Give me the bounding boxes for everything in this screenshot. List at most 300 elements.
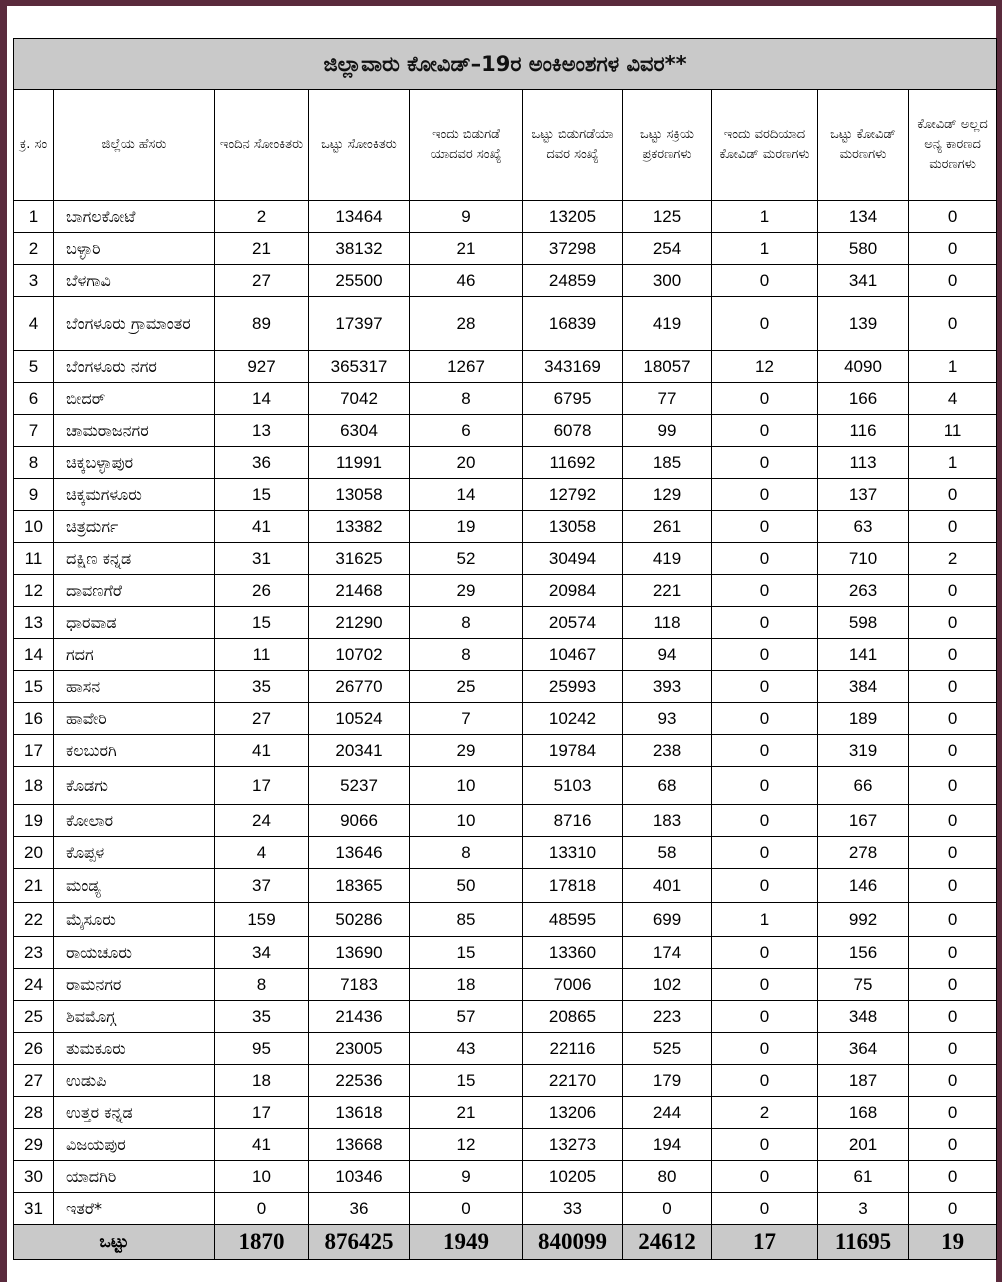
cell-active-cases: 58 (623, 837, 712, 869)
cell-active-cases: 699 (623, 903, 712, 937)
cell-today-discharged: 14 (410, 479, 523, 511)
cell-total-positive: 13668 (309, 1129, 410, 1161)
cell-total-deaths: 167 (818, 805, 909, 837)
cell-non-covid-deaths: 0 (909, 1161, 997, 1193)
cell-district-name: ಉಡುಪಿ (54, 1065, 215, 1097)
cell-total-deaths: 166 (818, 383, 909, 415)
cell-total-discharged: 30494 (523, 543, 623, 575)
cell-today-deaths: 0 (712, 543, 818, 575)
cell-active-cases: 0 (623, 1193, 712, 1225)
cell-today-discharged: 8 (410, 837, 523, 869)
table-row (14, 937, 997, 969)
cell-active-cases: 80 (623, 1161, 712, 1193)
header-non-covid-deaths: ಕೋವಿಡ್ ಅಲ್ಲದ ಅನ್ಯ ಕಾರಣದ ಮರಣಗಳು (909, 90, 997, 201)
cell-active-cases: 93 (623, 703, 712, 735)
cell-district-name: ವಿಜಯಪುರ (54, 1129, 215, 1161)
header-active-cases: ಒಟ್ಟು ಸಕ್ರಿಯ ಪ್ರಕರಣಗಳು (623, 90, 712, 201)
district-covid-table (13, 38, 997, 1260)
cell-total-discharged: 343169 (523, 351, 623, 383)
cell-non-covid-deaths: 0 (909, 937, 997, 969)
cell-total-discharged: 20865 (523, 1001, 623, 1033)
header-total-deaths: ಒಟ್ಟು ಕೋವಿಡ್ ಮರಣಗಳು (818, 90, 909, 201)
cell-total-positive: 6304 (309, 415, 410, 447)
cell-today-deaths: 0 (712, 1129, 818, 1161)
cell-total-deaths: 278 (818, 837, 909, 869)
header-sl-no: ಕ್ರ. ಸಂ (14, 90, 54, 201)
cell-district-name: ಮೈಸೂರು (54, 903, 215, 937)
cell-total-positive: 13464 (309, 201, 410, 233)
total-total-deaths: 11695 (818, 1225, 909, 1260)
table-row (14, 447, 997, 479)
total-today-discharged: 1949 (410, 1225, 523, 1260)
cell-total-positive: 7183 (309, 969, 410, 1001)
total-active-cases: 24612 (623, 1225, 712, 1260)
cell-non-covid-deaths: 0 (909, 233, 997, 265)
cell-active-cases: 393 (623, 671, 712, 703)
cell-non-covid-deaths: 0 (909, 837, 997, 869)
cell-district-name: ಕಲಬುರಗಿ (54, 735, 215, 767)
cell-today-discharged: 1267 (410, 351, 523, 383)
table-row (14, 383, 997, 415)
table-row (14, 903, 997, 937)
cell-today-deaths: 0 (712, 447, 818, 479)
cell-today-positive: 24 (215, 805, 309, 837)
table-row (14, 1161, 997, 1193)
cell-sl-no: 27 (14, 1065, 54, 1097)
cell-sl-no: 24 (14, 969, 54, 1001)
cell-total-deaths: 3 (818, 1193, 909, 1225)
cell-active-cases: 221 (623, 575, 712, 607)
cell-non-covid-deaths: 0 (909, 969, 997, 1001)
cell-active-cases: 118 (623, 607, 712, 639)
cell-district-name: ಚಾಮರಾಜನಗರ (54, 415, 215, 447)
cell-non-covid-deaths: 1 (909, 351, 997, 383)
cell-total-positive: 13646 (309, 837, 410, 869)
cell-district-name: ರಾಮನಗರ (54, 969, 215, 1001)
cell-total-deaths: 156 (818, 937, 909, 969)
cell-sl-no: 5 (14, 351, 54, 383)
cell-today-discharged: 8 (410, 383, 523, 415)
cell-today-positive: 14 (215, 383, 309, 415)
cell-today-deaths: 0 (712, 703, 818, 735)
cell-total-positive: 26770 (309, 671, 410, 703)
cell-total-discharged: 12792 (523, 479, 623, 511)
cell-district-name: ಬಾಗಲಕೋಟೆ (54, 201, 215, 233)
cell-active-cases: 254 (623, 233, 712, 265)
cell-district-name: ಕೊಡಗು (54, 767, 215, 805)
cell-sl-no: 22 (14, 903, 54, 937)
cell-total-discharged: 13310 (523, 837, 623, 869)
cell-non-covid-deaths: 0 (909, 1033, 997, 1065)
cell-active-cases: 238 (623, 735, 712, 767)
cell-non-covid-deaths: 0 (909, 265, 997, 297)
cell-district-name: ರಾಯಚೂರು (54, 937, 215, 969)
cell-today-positive: 2 (215, 201, 309, 233)
table-row (14, 1033, 997, 1065)
cell-today-positive: 41 (215, 511, 309, 543)
cell-active-cases: 419 (623, 543, 712, 575)
table-row (14, 511, 997, 543)
cell-active-cases: 77 (623, 383, 712, 415)
cell-today-discharged: 7 (410, 703, 523, 735)
cell-sl-no: 7 (14, 415, 54, 447)
table-row (14, 671, 997, 703)
table-row (14, 1193, 997, 1225)
cell-total-positive: 50286 (309, 903, 410, 937)
cell-non-covid-deaths: 0 (909, 1001, 997, 1033)
cell-non-covid-deaths: 0 (909, 1193, 997, 1225)
cell-active-cases: 194 (623, 1129, 712, 1161)
cell-sl-no: 1 (14, 201, 54, 233)
cell-non-covid-deaths: 0 (909, 201, 997, 233)
cell-district-name: ದಕ್ಷಿಣ ಕನ್ನಡ (54, 543, 215, 575)
cell-sl-no: 25 (14, 1001, 54, 1033)
cell-total-deaths: 146 (818, 869, 909, 903)
cell-today-positive: 37 (215, 869, 309, 903)
table-row (14, 1065, 997, 1097)
total-non-covid-deaths: 19 (909, 1225, 997, 1260)
cell-today-discharged: 57 (410, 1001, 523, 1033)
cell-sl-no: 17 (14, 735, 54, 767)
cell-total-deaths: 4090 (818, 351, 909, 383)
cell-today-positive: 95 (215, 1033, 309, 1065)
cell-total-deaths: 384 (818, 671, 909, 703)
cell-total-positive: 36 (309, 1193, 410, 1225)
cell-total-positive: 17397 (309, 297, 410, 351)
cell-total-positive: 10702 (309, 639, 410, 671)
cell-total-discharged: 17818 (523, 869, 623, 903)
cell-sl-no: 16 (14, 703, 54, 735)
table-row (14, 233, 997, 265)
cell-today-deaths: 0 (712, 511, 818, 543)
cell-active-cases: 129 (623, 479, 712, 511)
cell-today-positive: 41 (215, 735, 309, 767)
cell-active-cases: 185 (623, 447, 712, 479)
cell-today-discharged: 8 (410, 639, 523, 671)
cell-today-deaths: 1 (712, 233, 818, 265)
cell-district-name: ಶಿವಮೊಗ್ಗ (54, 1001, 215, 1033)
cell-sl-no: 4 (14, 297, 54, 351)
cell-today-deaths: 0 (712, 297, 818, 351)
cell-today-positive: 27 (215, 265, 309, 297)
cell-total-discharged: 8716 (523, 805, 623, 837)
cell-sl-no: 11 (14, 543, 54, 575)
cell-district-name: ಬೆಂಗಳೂರು ನಗರ (54, 351, 215, 383)
cell-total-deaths: 66 (818, 767, 909, 805)
cell-total-deaths: 319 (818, 735, 909, 767)
cell-sl-no: 14 (14, 639, 54, 671)
cell-today-discharged: 52 (410, 543, 523, 575)
cell-total-positive: 10524 (309, 703, 410, 735)
table-row (14, 735, 997, 767)
cell-total-discharged: 11692 (523, 447, 623, 479)
cell-district-name: ಬೆಳಗಾವಿ (54, 265, 215, 297)
cell-today-deaths: 0 (712, 575, 818, 607)
cell-today-discharged: 8 (410, 607, 523, 639)
cell-today-discharged: 21 (410, 233, 523, 265)
header-total-positive: ಒಟ್ಟು ಸೋಂಕಿತರು (309, 90, 410, 201)
table-row (14, 415, 997, 447)
cell-sl-no: 12 (14, 575, 54, 607)
cell-total-positive: 25500 (309, 265, 410, 297)
cell-non-covid-deaths: 2 (909, 543, 997, 575)
cell-total-discharged: 10205 (523, 1161, 623, 1193)
cell-sl-no: 9 (14, 479, 54, 511)
table-title: ಜಿಲ್ಲಾವಾರು ಕೋವಿಡ್–19ರ ಅಂಕಿಅಂಶಗಳ ವಿವರ** (14, 39, 997, 90)
table-row (14, 479, 997, 511)
cell-non-covid-deaths: 1 (909, 447, 997, 479)
cell-today-discharged: 50 (410, 869, 523, 903)
total-today-positive: 1870 (215, 1225, 309, 1260)
table-row (14, 969, 997, 1001)
cell-active-cases: 223 (623, 1001, 712, 1033)
cell-total-deaths: 189 (818, 703, 909, 735)
cell-sl-no: 10 (14, 511, 54, 543)
table-row (14, 607, 997, 639)
total-label: ಒಟ್ಟು (14, 1225, 215, 1260)
cell-total-deaths: 341 (818, 265, 909, 297)
cell-active-cases: 102 (623, 969, 712, 1001)
cell-total-deaths: 992 (818, 903, 909, 937)
cell-active-cases: 401 (623, 869, 712, 903)
cell-today-positive: 21 (215, 233, 309, 265)
cell-today-deaths: 1 (712, 903, 818, 937)
table-row (14, 767, 997, 805)
cell-total-deaths: 139 (818, 297, 909, 351)
cell-total-positive: 23005 (309, 1033, 410, 1065)
header-today-deaths: ಇಂದು ವರದಿಯಾದ ಕೋವಿಡ್ ಮರಣಗಳು (712, 90, 818, 201)
cell-total-deaths: 598 (818, 607, 909, 639)
cell-total-discharged: 10467 (523, 639, 623, 671)
cell-today-positive: 13 (215, 415, 309, 447)
cell-total-discharged: 24859 (523, 265, 623, 297)
cell-today-positive: 17 (215, 1097, 309, 1129)
header-today-discharged: ಇಂದು ಬಿಡುಗಡೆ ಯಾದವರ ಸಂಖ್ಯೆ (410, 90, 523, 201)
cell-district-name: ಗದಗ (54, 639, 215, 671)
cell-today-deaths: 12 (712, 351, 818, 383)
table-row (14, 1001, 997, 1033)
cell-sl-no: 29 (14, 1129, 54, 1161)
cell-total-discharged: 6078 (523, 415, 623, 447)
cell-total-deaths: 580 (818, 233, 909, 265)
cell-today-positive: 15 (215, 607, 309, 639)
cell-total-positive: 5237 (309, 767, 410, 805)
cell-today-positive: 10 (215, 1161, 309, 1193)
cell-district-name: ಹಾವೇರಿ (54, 703, 215, 735)
cell-sl-no: 13 (14, 607, 54, 639)
cell-district-name: ಇತರೆ* (54, 1193, 215, 1225)
cell-non-covid-deaths: 0 (909, 869, 997, 903)
cell-total-discharged: 48595 (523, 903, 623, 937)
header-total-discharged: ಒಟ್ಟು ಬಿಡುಗಡೆಯಾ ದವರ ಸಂಖ್ಯೆ (523, 90, 623, 201)
cell-today-discharged: 29 (410, 575, 523, 607)
cell-total-positive: 21290 (309, 607, 410, 639)
cell-today-discharged: 10 (410, 767, 523, 805)
table-row (14, 703, 997, 735)
cell-total-discharged: 33 (523, 1193, 623, 1225)
cell-total-discharged: 22170 (523, 1065, 623, 1097)
table-row (14, 351, 997, 383)
cell-total-discharged: 10242 (523, 703, 623, 735)
cell-sl-no: 31 (14, 1193, 54, 1225)
cell-today-positive: 8 (215, 969, 309, 1001)
table-row (14, 201, 997, 233)
cell-total-deaths: 137 (818, 479, 909, 511)
cell-active-cases: 125 (623, 201, 712, 233)
cell-non-covid-deaths: 0 (909, 903, 997, 937)
cell-today-discharged: 25 (410, 671, 523, 703)
cell-non-covid-deaths: 0 (909, 575, 997, 607)
cell-total-discharged: 13273 (523, 1129, 623, 1161)
cell-sl-no: 18 (14, 767, 54, 805)
table-row (14, 1097, 997, 1129)
cell-today-discharged: 21 (410, 1097, 523, 1129)
cell-today-deaths: 0 (712, 805, 818, 837)
cell-today-deaths: 0 (712, 415, 818, 447)
table-row (14, 297, 997, 351)
cell-total-deaths: 141 (818, 639, 909, 671)
cell-non-covid-deaths: 0 (909, 511, 997, 543)
cell-total-positive: 7042 (309, 383, 410, 415)
cell-today-deaths: 0 (712, 1065, 818, 1097)
cell-today-discharged: 20 (410, 447, 523, 479)
cell-sl-no: 23 (14, 937, 54, 969)
cell-district-name: ಕೊಪ್ಪಳ (54, 837, 215, 869)
cell-today-positive: 34 (215, 937, 309, 969)
cell-total-positive: 13382 (309, 511, 410, 543)
total-row (14, 1225, 997, 1260)
cell-non-covid-deaths: 0 (909, 1129, 997, 1161)
cell-total-deaths: 168 (818, 1097, 909, 1129)
cell-total-discharged: 13205 (523, 201, 623, 233)
table-row (14, 543, 997, 575)
cell-today-deaths: 2 (712, 1097, 818, 1129)
cell-non-covid-deaths: 0 (909, 1065, 997, 1097)
cell-sl-no: 26 (14, 1033, 54, 1065)
cell-today-discharged: 12 (410, 1129, 523, 1161)
cell-non-covid-deaths: 0 (909, 703, 997, 735)
cell-non-covid-deaths: 0 (909, 767, 997, 805)
cell-total-discharged: 13206 (523, 1097, 623, 1129)
cell-non-covid-deaths: 11 (909, 415, 997, 447)
cell-today-positive: 27 (215, 703, 309, 735)
cell-today-positive: 35 (215, 671, 309, 703)
cell-active-cases: 525 (623, 1033, 712, 1065)
table-row (14, 837, 997, 869)
cell-today-deaths: 1 (712, 201, 818, 233)
cell-total-discharged: 16839 (523, 297, 623, 351)
cell-today-discharged: 28 (410, 297, 523, 351)
table-body (14, 201, 997, 1225)
cell-total-deaths: 113 (818, 447, 909, 479)
cell-today-discharged: 0 (410, 1193, 523, 1225)
cell-total-positive: 365317 (309, 351, 410, 383)
cell-today-positive: 89 (215, 297, 309, 351)
cell-total-positive: 11991 (309, 447, 410, 479)
cell-sl-no: 28 (14, 1097, 54, 1129)
cell-today-discharged: 29 (410, 735, 523, 767)
cell-total-positive: 9066 (309, 805, 410, 837)
cell-sl-no: 20 (14, 837, 54, 869)
cell-district-name: ಬೀದರ್ (54, 383, 215, 415)
cell-today-positive: 18 (215, 1065, 309, 1097)
cell-total-discharged: 13058 (523, 511, 623, 543)
cell-district-name: ತುಮಕೂರು (54, 1033, 215, 1065)
cell-sl-no: 21 (14, 869, 54, 903)
cell-non-covid-deaths: 0 (909, 671, 997, 703)
cell-sl-no: 8 (14, 447, 54, 479)
page-frame-left (0, 0, 7, 1282)
table-row (14, 265, 997, 297)
cell-active-cases: 183 (623, 805, 712, 837)
cell-today-deaths: 0 (712, 767, 818, 805)
cell-today-deaths: 0 (712, 735, 818, 767)
cell-total-positive: 13690 (309, 937, 410, 969)
table-row (14, 869, 997, 903)
cell-total-positive: 13058 (309, 479, 410, 511)
cell-today-positive: 35 (215, 1001, 309, 1033)
cell-active-cases: 68 (623, 767, 712, 805)
cell-today-deaths: 0 (712, 671, 818, 703)
cell-non-covid-deaths: 4 (909, 383, 997, 415)
header-row (14, 90, 997, 201)
cell-non-covid-deaths: 0 (909, 607, 997, 639)
cell-today-deaths: 0 (712, 1193, 818, 1225)
cell-total-positive: 21436 (309, 1001, 410, 1033)
cell-today-positive: 36 (215, 447, 309, 479)
cell-non-covid-deaths: 0 (909, 639, 997, 671)
cell-today-positive: 4 (215, 837, 309, 869)
cell-today-discharged: 10 (410, 805, 523, 837)
cell-total-discharged: 20984 (523, 575, 623, 607)
cell-total-discharged: 37298 (523, 233, 623, 265)
cell-district-name: ಬೆಂಗಳೂರು ಗ್ರಾಮಾಂತರ (54, 297, 215, 351)
cell-district-name: ಕೋಲಾರ (54, 805, 215, 837)
cell-today-deaths: 0 (712, 607, 818, 639)
cell-total-deaths: 134 (818, 201, 909, 233)
cell-sl-no: 15 (14, 671, 54, 703)
cell-today-positive: 0 (215, 1193, 309, 1225)
cell-district-name: ಮಂಡ್ಯ (54, 869, 215, 903)
cell-active-cases: 179 (623, 1065, 712, 1097)
cell-total-deaths: 348 (818, 1001, 909, 1033)
cell-today-positive: 15 (215, 479, 309, 511)
cell-total-discharged: 5103 (523, 767, 623, 805)
cell-total-discharged: 25993 (523, 671, 623, 703)
table-row (14, 805, 997, 837)
cell-total-deaths: 710 (818, 543, 909, 575)
cell-district-name: ಬಳ್ಳಾರಿ (54, 233, 215, 265)
cell-today-positive: 17 (215, 767, 309, 805)
cell-district-name: ಉತ್ತರ ಕನ್ನಡ (54, 1097, 215, 1129)
cell-total-deaths: 263 (818, 575, 909, 607)
cell-total-discharged: 22116 (523, 1033, 623, 1065)
cell-sl-no: 3 (14, 265, 54, 297)
cell-non-covid-deaths: 0 (909, 735, 997, 767)
total-total-positive: 876425 (309, 1225, 410, 1260)
cell-total-discharged: 13360 (523, 937, 623, 969)
cell-active-cases: 419 (623, 297, 712, 351)
cell-total-deaths: 63 (818, 511, 909, 543)
cell-total-discharged: 7006 (523, 969, 623, 1001)
cell-district-name: ಚಿತ್ರದುರ್ಗ (54, 511, 215, 543)
cell-non-covid-deaths: 0 (909, 1097, 997, 1129)
cell-today-positive: 26 (215, 575, 309, 607)
cell-today-deaths: 0 (712, 1161, 818, 1193)
cell-total-positive: 38132 (309, 233, 410, 265)
cell-sl-no: 6 (14, 383, 54, 415)
total-today-deaths: 17 (712, 1225, 818, 1260)
